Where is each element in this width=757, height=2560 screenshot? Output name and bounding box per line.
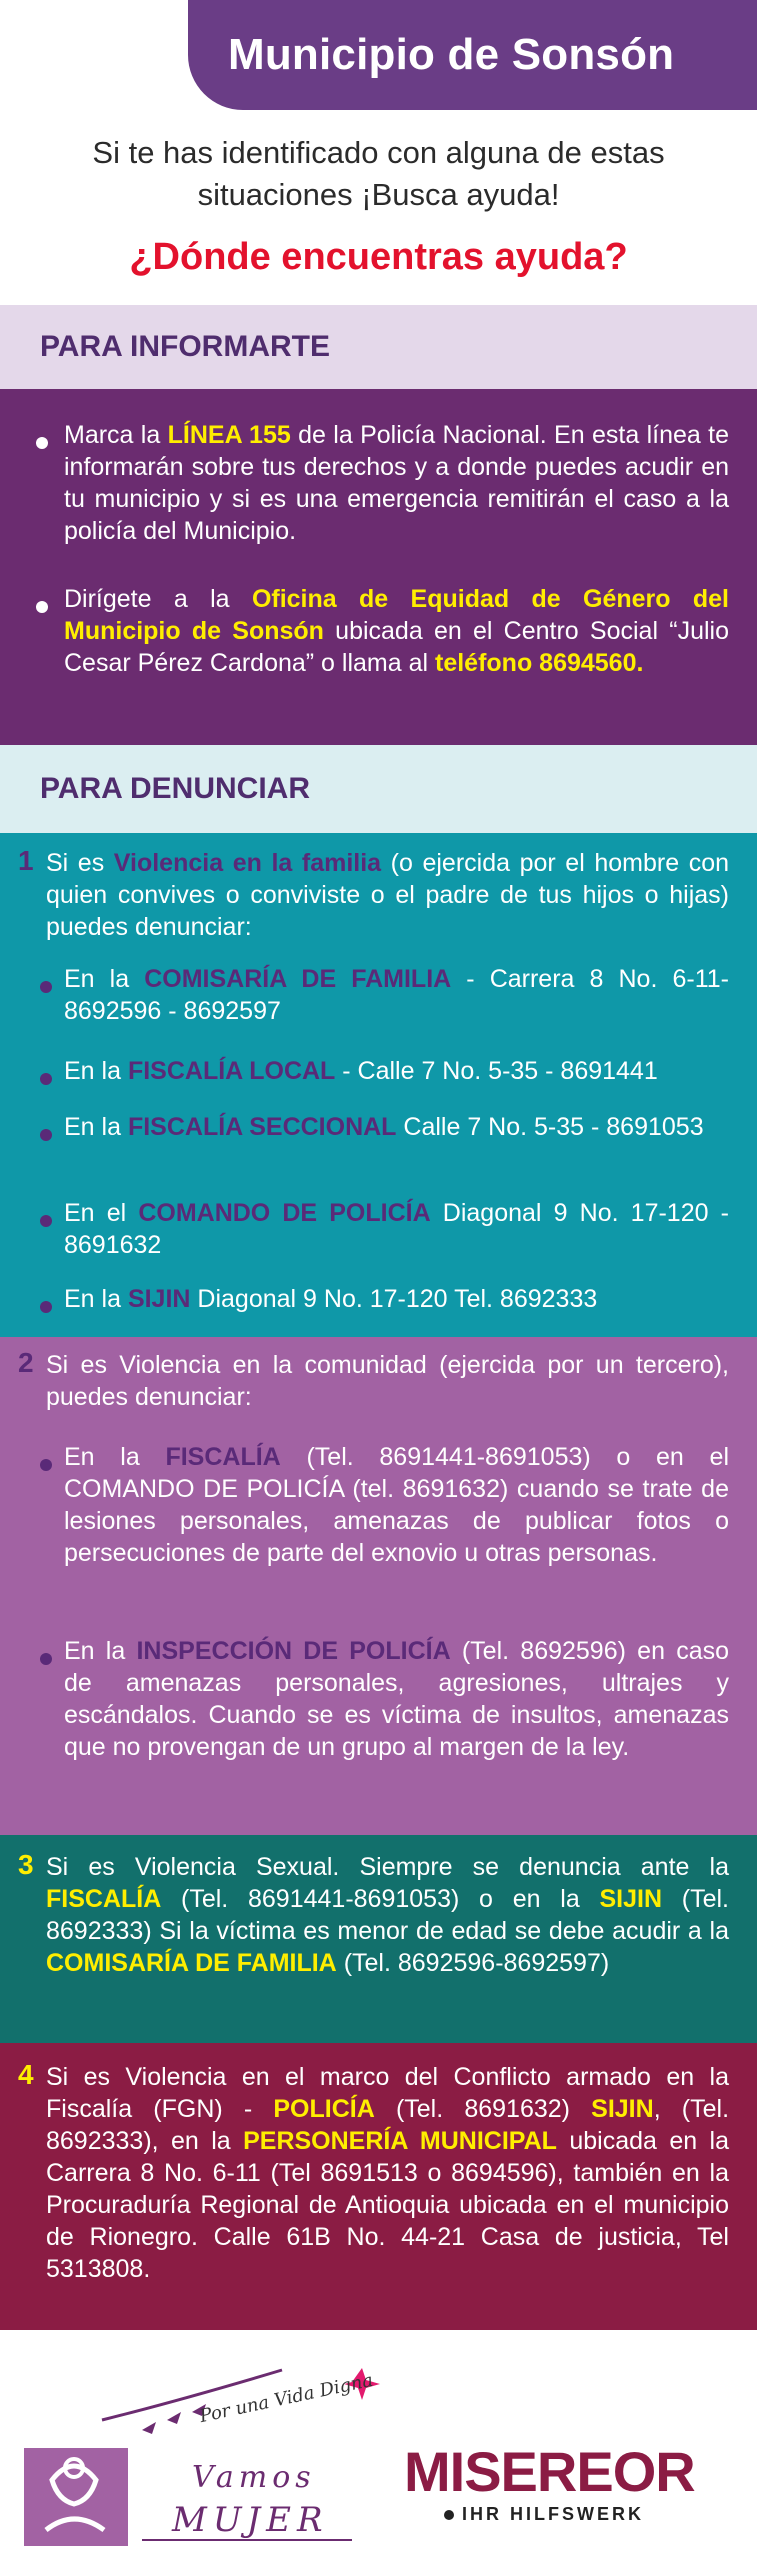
list-item: En la SIJIN Diagonal 9 No. 17-120 Tel. 8692333	[64, 1285, 598, 1313]
misereor-dot-icon	[444, 2510, 454, 2520]
line-155-highlight: LÍNEA 155	[167, 421, 291, 449]
section-title-denunciar: PARA DENUNCIAR	[0, 745, 757, 833]
bullet-icon	[36, 437, 48, 449]
vamos-word: Vamos	[192, 2460, 316, 2495]
page-title: Municipio de Sonsón	[228, 30, 675, 79]
misereor-name: MISEREOR	[404, 2440, 695, 2503]
section-4-text: Si es Violencia en el marco del Conflicto armado en la Fiscalía (FGN) - POLICÍA (Tel. 8691632) SIJIN, (Tel. 8692333), en la PERSONERÍA MUNICIPAL ubicada en la Carrera 8 No. 6-11 (Tel 8691513 o 8694596), también en la Procuraduría Regional de Antioquia ubicada en el municipio de Rionegro. Calle 61B No. 44-21 Casa de justicia, Tel 5313808.	[46, 2063, 730, 2283]
misereor-subtitle: IHR HILFSWERK	[462, 2504, 644, 2524]
inform-item-1: Marca la LÍNEA 155 de la Policía Nacional. En esta línea te informarán sobre tus derechos y a donde puedes acudir en tu municipio y si es una emergencia remitirán el caso a la policía del Municipio.	[64, 421, 729, 545]
bullet-icon	[40, 981, 52, 993]
section-number-1: 1	[18, 845, 34, 876]
bullet-icon	[40, 1459, 52, 1471]
section-number-3: 3	[18, 1849, 34, 1880]
bullet-icon	[40, 1653, 52, 1665]
list-item: En la COMISARÍA DE FAMILIA - Carrera 8 No. 6-11- 8692596 - 8692597	[64, 965, 729, 1025]
bullet-icon	[36, 601, 48, 613]
section-4-panel	[0, 2043, 757, 2330]
vamos-mujer-logo	[22, 2360, 402, 2550]
list-item: En la FISCALÍA LOCAL - Calle 7 No. 5-35 - 8691441	[64, 1057, 658, 1085]
intro-line-2: situaciones ¡Busca ayuda!	[197, 177, 560, 212]
office-highlight: Oficina de Equidad de Género del Municipio de Sonsón	[64, 585, 729, 645]
section-number-2: 2	[18, 1347, 34, 1378]
bullet-icon	[40, 1073, 52, 1085]
list-item: En el COMANDO DE POLICÍA Diagonal 9 No. 17-120 - 8691632	[64, 1199, 729, 1259]
list-item: En la FISCALÍA SECCIONAL Calle 7 No. 5-35 - 8691053	[64, 1113, 704, 1141]
bullet-icon	[40, 1215, 52, 1227]
section-number-4: 4	[18, 2059, 34, 2090]
section-2-panel	[0, 1337, 757, 1835]
section-3-text: Si es Violencia Sexual. Siempre se denuncia ante la FISCALÍA (Tel. 8691441-8691053) o en la SIJIN (Tel. 8692333) Si la víctima es menor de edad se debe acudir a la COMISARÍA DE FAMILIA (Tel. 8692596-8692597)	[46, 1853, 729, 1977]
inform-item-2: Dirígete a la Oficina de Equidad de Género del Municipio de Sonsón ubicada en el Centro Social “Julio Cesar Pérez Cardona” o llama al teléfono 8694560.	[64, 585, 729, 677]
bullet-icon	[40, 1301, 52, 1313]
section-1-intro: Si es Violencia en la familia (o ejercida por el hombre con quien convives o conviviste o el padre de tus hijos o hijas) puedes denunciar:	[46, 849, 729, 941]
intro-text	[0, 132, 757, 216]
mujer-word: MUJER	[172, 2500, 329, 2540]
section-1-panel	[0, 833, 757, 1337]
section-3-panel	[0, 1835, 757, 2043]
help-question: ¿Dónde encuentras ayuda?	[129, 236, 628, 278]
list-item: En la FISCALÍA (Tel. 8691441-8691053) o en el COMANDO DE POLICÍA (tel. 8691632) cuando se trate de lesiones personales, amenazas de publicar fotos o persecuciones de parte del exnovio u otras personas.	[64, 1443, 729, 1567]
misereor-subline	[404, 2504, 734, 2525]
section-2-intro: Si es Violencia en la comunidad (ejercida por un tercero), puedes denunciar:	[46, 1351, 729, 1411]
list-item: En la INSPECCIÓN DE POLICÍA (Tel. 8692596) en caso de amenazas personales, agresiones, ultrajes y escándalos. Cuando se es víctima de insultos, amenazas que no provengan de un grupo al margen de la ley.	[64, 1637, 729, 1761]
phone-highlight: teléfono 8694560.	[435, 649, 644, 677]
section-title-inform: PARA INFORMARTE	[0, 305, 757, 389]
intro-line-1: Si te has identificado con alguna de estas	[92, 135, 665, 170]
header-banner	[188, 0, 757, 110]
misereor-logo	[404, 2442, 734, 2532]
footer-logos	[0, 2330, 757, 2560]
vamos-tagline: Por una Vida Digna	[197, 2369, 375, 2428]
inform-panel	[0, 389, 757, 745]
bullet-icon	[40, 1129, 52, 1141]
family-violence-highlight: Violencia en la familia	[113, 849, 382, 877]
